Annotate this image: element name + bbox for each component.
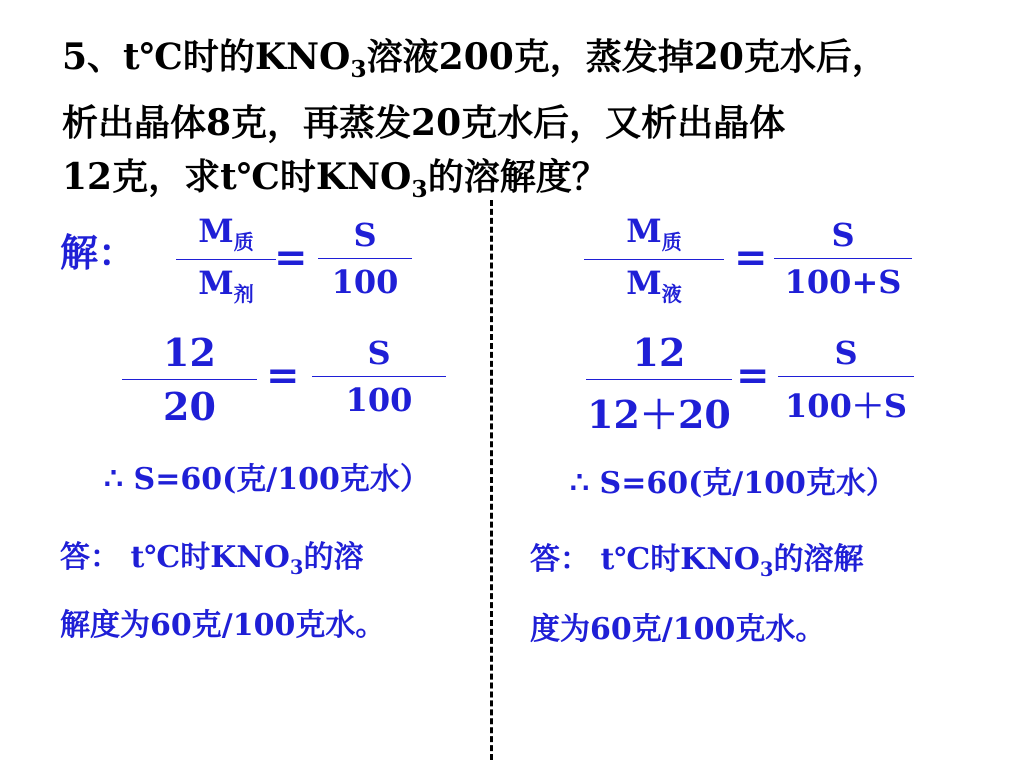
left-answer-line-2: 解度为60克/100克水。 (60, 608, 386, 643)
problem-statement (62, 30, 1012, 216)
left-result: ∴ S=60(克/100克水） (104, 462, 430, 497)
right-fraction-12-32: 12 12＋20 (587, 330, 731, 437)
left-fraction-s-100: S 100 (318, 216, 412, 301)
left-fraction-s-100-b: S 100 (312, 334, 446, 419)
left-fraction-mass-ratio: $M_质$ $M_剂$ (176, 212, 276, 307)
left-equals-1: = (274, 234, 308, 281)
left-answer-line-1: 答： t℃时$KNO_3$的溶 (60, 540, 364, 579)
right-fraction-s-100plus-s-b: S 100＋S (778, 334, 914, 427)
right-equals-2: = (736, 352, 770, 399)
dashed-divider (490, 200, 493, 760)
problem-line-1: 5、t℃时的$KNO_3$溶液200克，蒸发掉20克水后， (62, 36, 888, 84)
left-equals-2: = (266, 352, 300, 399)
right-fraction-mass-ratio: $M_质$ $M_液$ (584, 212, 724, 307)
right-fraction-s-100plus-s: S 100+S (774, 216, 912, 301)
right-result: ∴ S=60(克/100克水） (570, 466, 896, 501)
left-fraction-12-20: 12 20 (122, 330, 257, 429)
right-equals-1: = (734, 234, 768, 281)
problem-line-2: 析出晶体8克，再蒸发20克水后，又析出晶体 (62, 102, 786, 145)
problem-line-3: 12克，求t℃时$KNO_3$的溶解度？ (62, 156, 608, 204)
right-answer-line-1: 答： t℃时$KNO_3$的溶解 (530, 542, 864, 581)
solution-label: 解： (60, 230, 137, 275)
right-answer-line-2: 度为60克/100克水。 (530, 612, 826, 647)
